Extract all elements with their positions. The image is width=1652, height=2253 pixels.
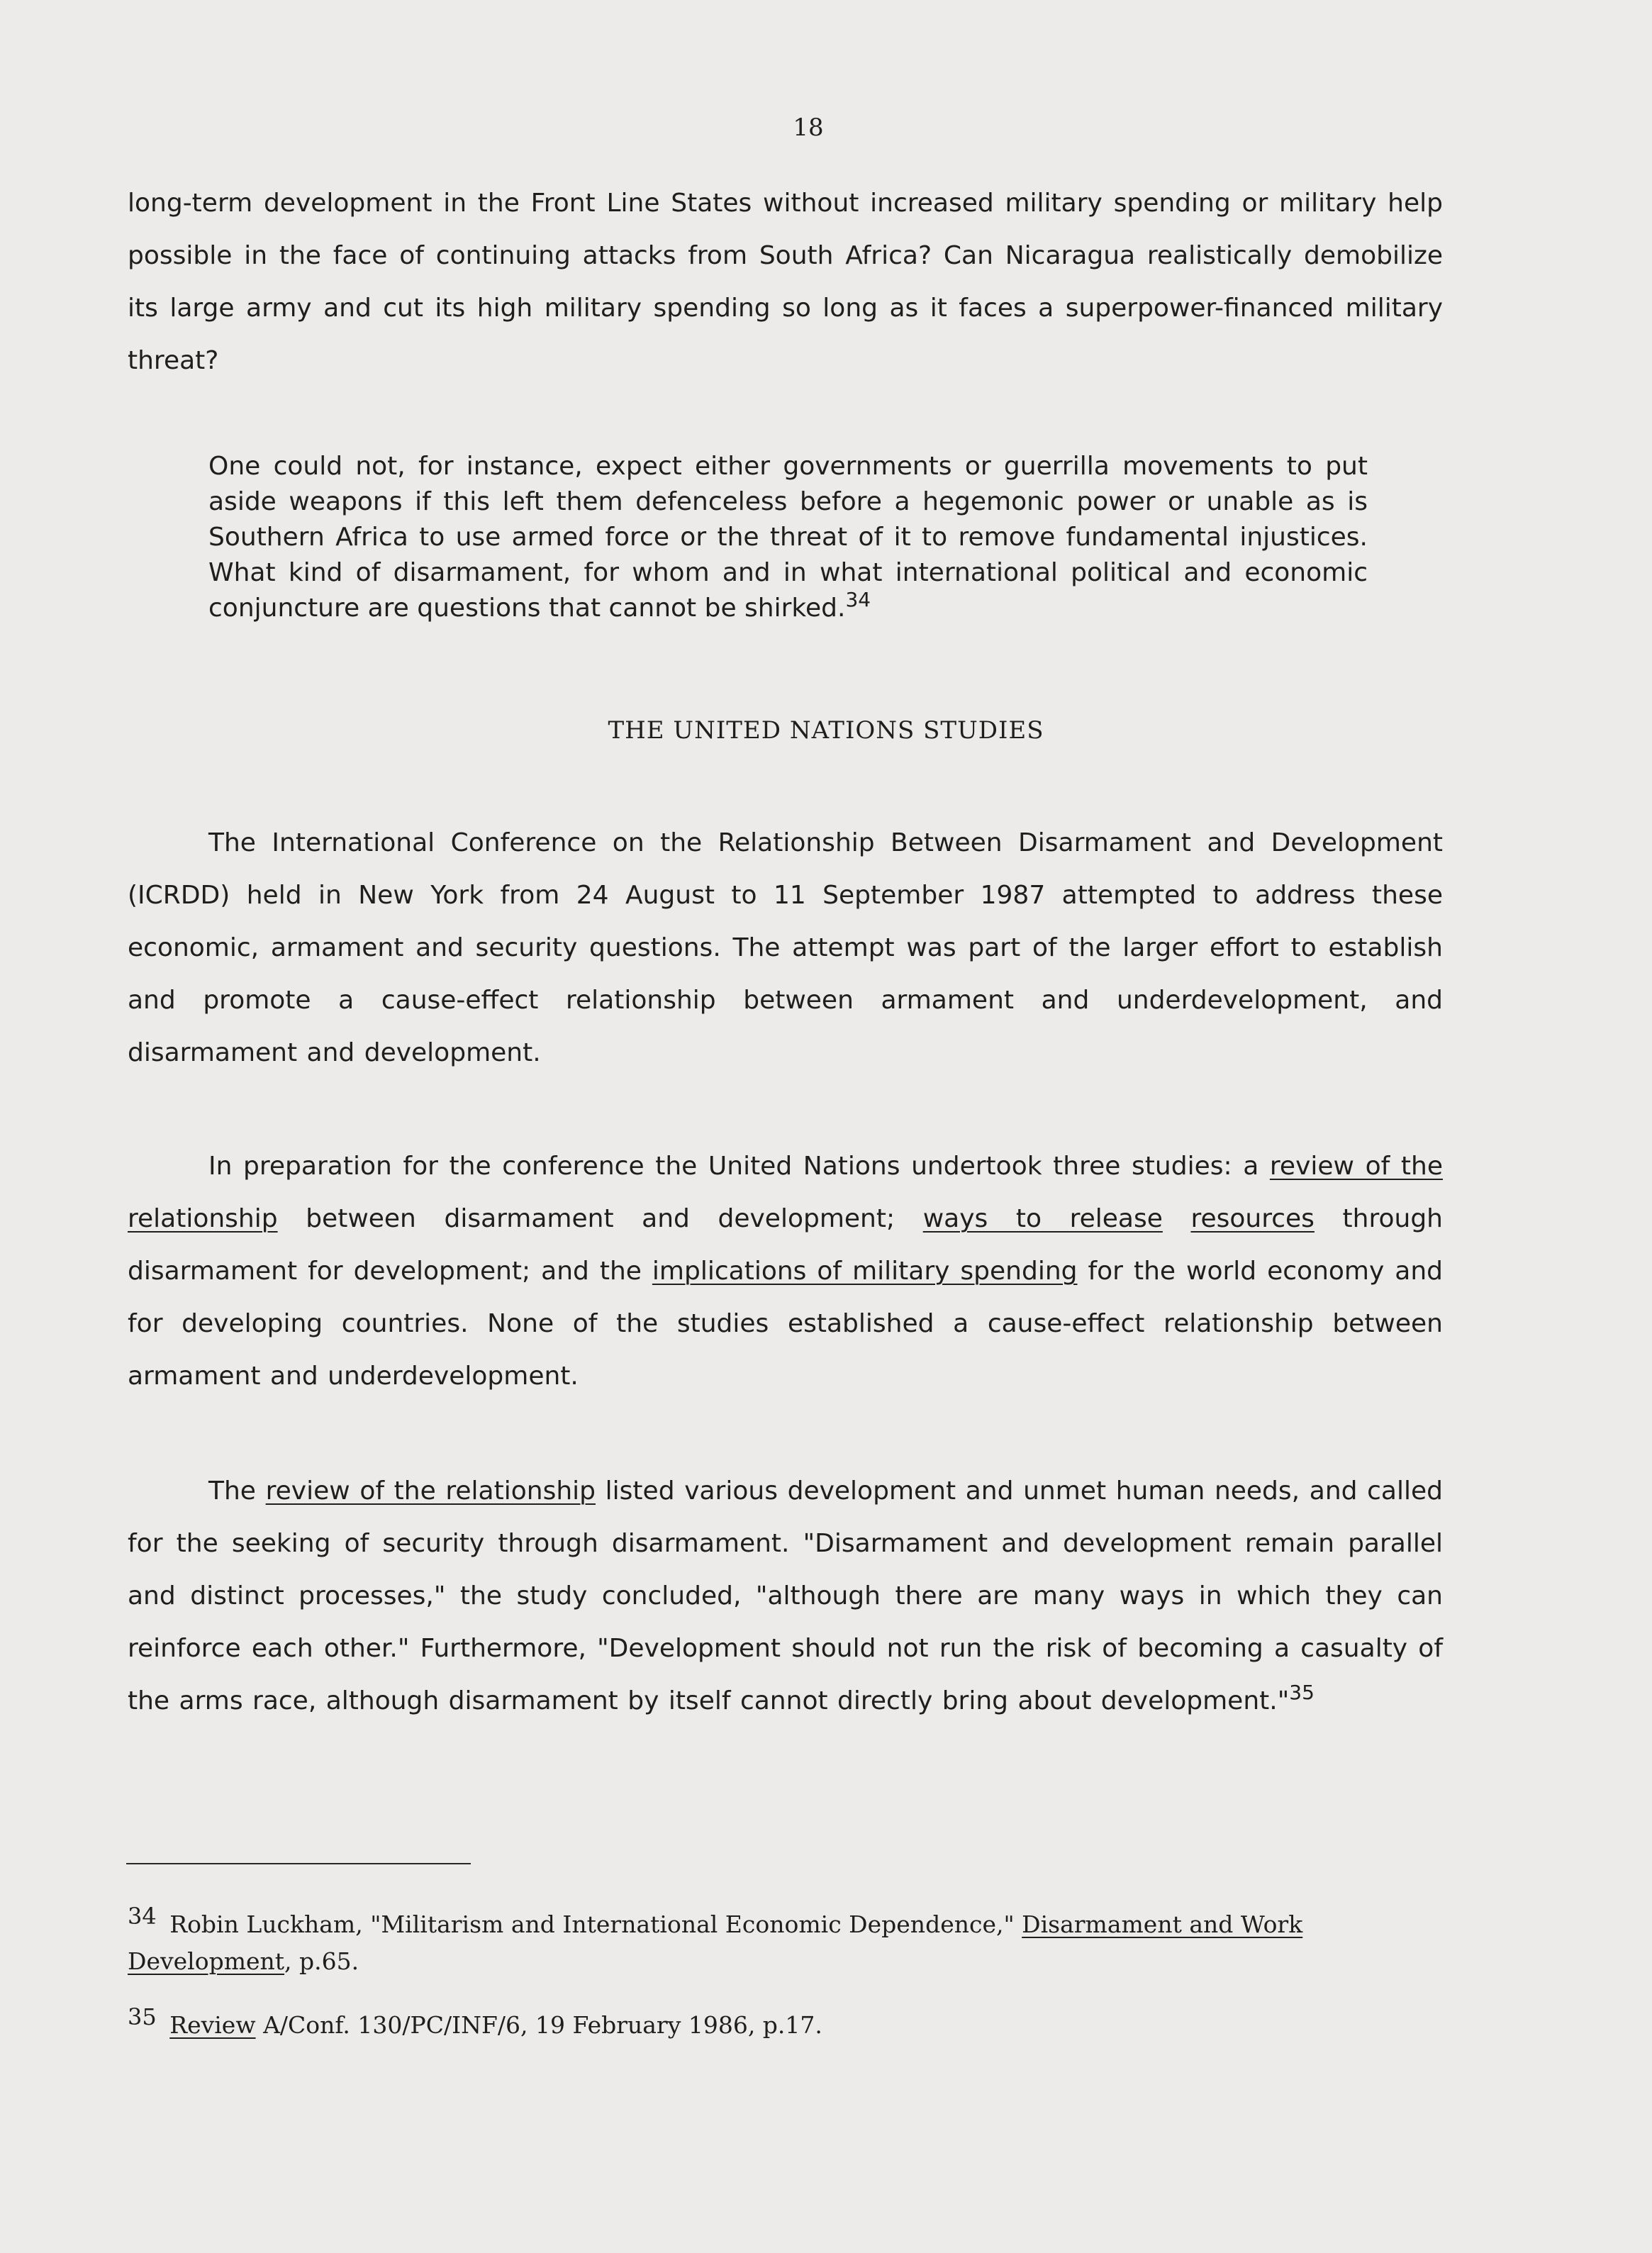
footnotes [128, 1898, 1443, 2044]
footnote-title: Review [169, 2011, 256, 2039]
icrdd-text: The International Conference on the Relationship Between Disarmament and Development (ICRDD) held in New York from 24 August to 11 September 1987 attempted to address these economic, armament and security questions. The attempt was part of the larger effort to establish and promote a cause-effect relationship between armament and underdevelopment, and disarmament and development. [128, 828, 1443, 1067]
footnote-number: 34 [128, 1903, 157, 1930]
footnote-title: Disarmament and Work Development [128, 1910, 1303, 1975]
icrdd-paragraph [128, 817, 1443, 1079]
study-implications-link: implications of military spending [652, 1257, 1078, 1286]
footnote-number: 35 [128, 2003, 157, 2030]
quote-text: One could not, for instance, expect either governments or guerrilla movements to put aside weapons if this left them defenceless before a hegemonic power or unable as is Southern Africa to use armed force or the threat of it to remove fundamental injustices. What kind of disarmament, for whom and in what international political and economic conjuncture are questions that cannot be shirked. [208, 452, 1368, 623]
intro-paragraph [128, 177, 1443, 387]
section-heading: THE UNITED NATIONS STUDIES [608, 716, 1044, 745]
footnote-34: 34 Robin Luckham, "Militarism and International Economic Dependence," Disarmament and Work Development, p.65. [128, 1903, 1303, 1975]
study-resources-link: resources [1190, 1204, 1315, 1233]
footnote-ref-34: 34 [845, 588, 871, 611]
studies-paragraph [128, 1140, 1443, 1403]
footnote-rule [126, 1863, 471, 1864]
footnote-35: 35 Review A/Conf. 130/PC/INF/6, 19 February 1986, p.17. [128, 2003, 822, 2039]
study-review-link: review of the relationship [128, 1152, 1443, 1233]
intro-text: long-term development in the Front Line States without increased military spending or military help possible in the face of continuing attacks from South Africa? Can Nicaragua realistically demobilize its large army and cut its high military spending so long as it faces a superpower-financed military threat? [128, 189, 1443, 375]
page-number: 18 [793, 113, 824, 142]
study-ways-link: ways to release [922, 1204, 1163, 1233]
review-paragraph [128, 1465, 1443, 1728]
review-title: review of the relationship [265, 1476, 596, 1506]
review-text: The review of the relationship listed various development and unmet human needs, and called for the seeking of security through disarmament. "Disarmament and development remain parallel and distinct processes," the study concluded, "although there are many ways in which they can reinforce each other." Furthermore, "Development should not run the risk of becoming a casualty of the arms race, although disarmament by itself cannot directly bring about development."$^{35}$ [128, 1476, 1443, 1715]
studies-text: In preparation for the conference the United Nations undertook three studies: a review of the relationship between disarmament and development; ways to release resources through disarmament for development; and the implications of military spending for the world economy and for developing countries. None of the studies established a cause-effect relationship between armament and underdevelopment. [128, 1152, 1443, 1391]
footnote-ref-35: 35 [1289, 1681, 1315, 1704]
block-quote [208, 449, 1368, 626]
